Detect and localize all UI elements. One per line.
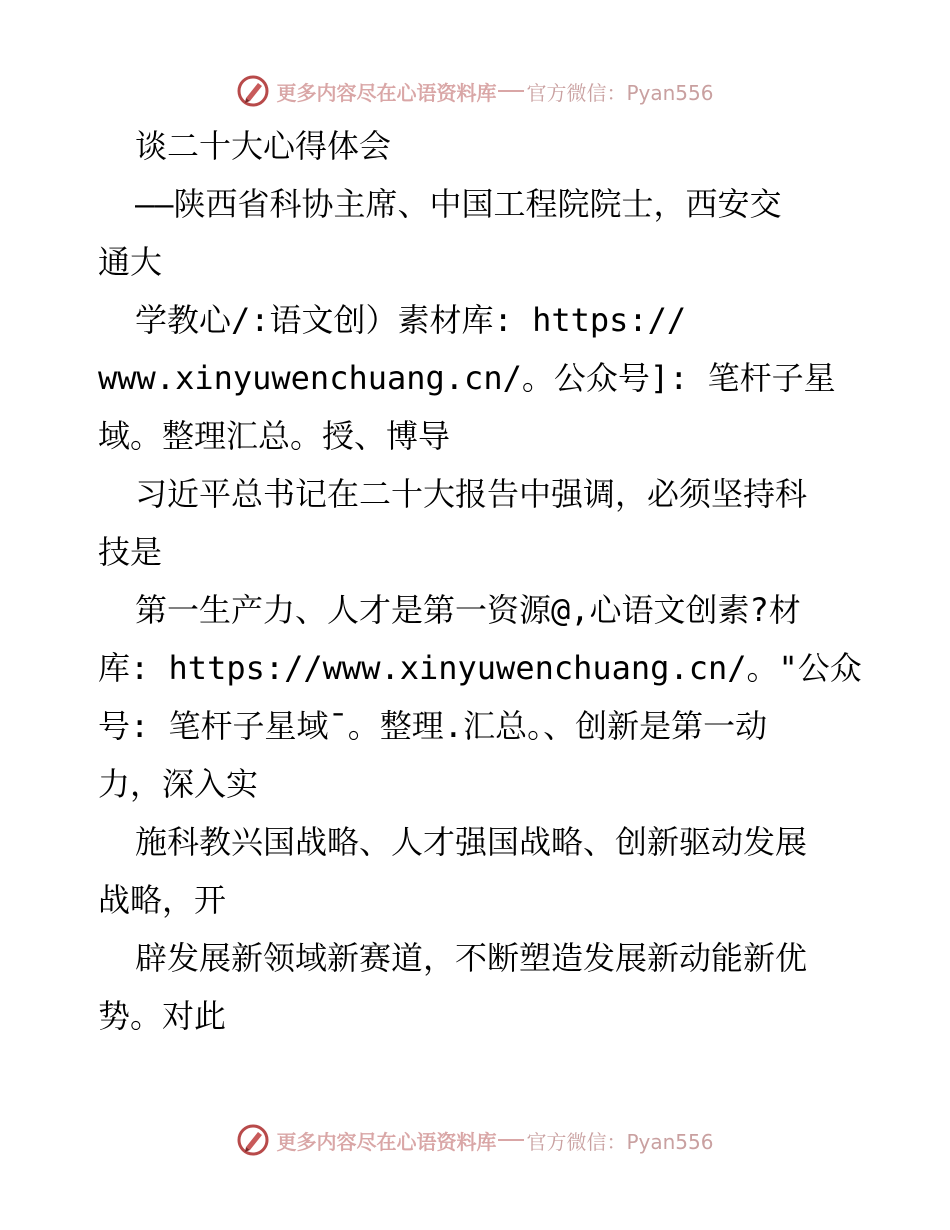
pen-logo-icon [236,1123,270,1157]
banner-brand-text: 更多内容尽在心语资料库 [276,1129,497,1154]
text-line: www.xinyuwenchuang.cn/。公众号]: 笔杆子星 [98,359,836,397]
pen-logo-icon [236,74,270,108]
text-line: 通大 [98,243,163,281]
text-line: 号: 笔杆子星域¯。整理.汇总。、创新是第一动 [98,707,768,745]
text-line: 库: https://www.xinyuwenchuang.cn/。"公众 [98,649,862,687]
text-line: 域。整理汇总。授、博导 [98,417,451,455]
header-banner [0,69,950,113]
text-line: 辟发展新领域新赛道，不断塑造发展新动能新优 [135,939,808,977]
banner-separator [498,90,524,92]
banner-wechat-text: 官方微信：Pyan556 [526,80,714,105]
text-line: 学教心/:语文创）素材库: https:// [135,301,687,339]
text-line: ——陕西省科协主席、中国工程院院士，西安交 [135,185,782,223]
footer-banner [0,1118,950,1162]
text-line: 技是 [98,533,163,571]
banner-separator [498,1139,524,1141]
text-line: 战略，开 [98,881,227,919]
banner-wechat-text: 官方微信：Pyan556 [526,1129,714,1154]
banner-brand-text: 更多内容尽在心语资料库 [276,80,497,105]
text-line: 力，深入实 [98,765,259,803]
text-line: 势。对此 [98,997,227,1035]
text-line: 施科教兴国战略、人才强国战略、创新驱动发展 [135,823,808,861]
text-line: 第一生产力、人才是第一资源@,心语文创素?材 [135,591,801,629]
text-line: 习近平总书记在二十大报告中强调，必须坚持科 [135,475,808,513]
doc-title: 谈二十大心得体会 [135,127,392,165]
